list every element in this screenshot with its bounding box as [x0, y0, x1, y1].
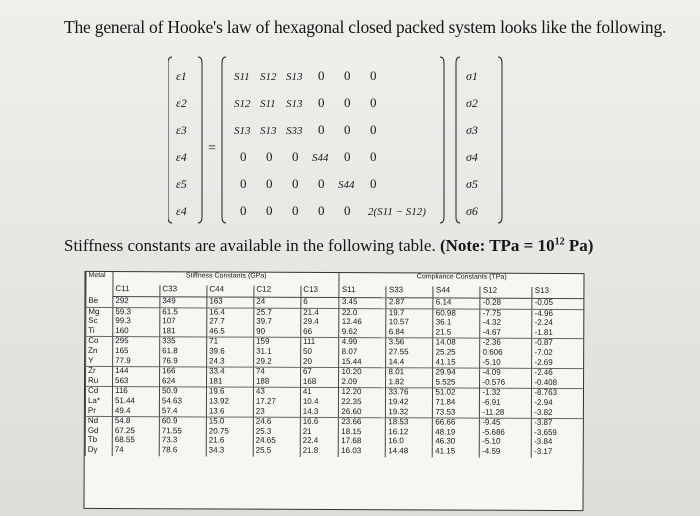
table-row: [85, 446, 583, 458]
value-cell: 29.2: [254, 357, 301, 367]
stress-label: σ5: [466, 177, 478, 191]
matrix-cell: S13: [286, 71, 303, 83]
value-cell: 66: [301, 328, 340, 338]
value-cell: 18.15: [339, 428, 386, 438]
value-cell: 66.66: [433, 418, 480, 428]
value-cell: -5.10: [480, 438, 532, 448]
value-cell: 24.3: [207, 357, 254, 367]
value-cell: 25.5: [253, 447, 300, 457]
value-cell: 15.0: [206, 417, 253, 427]
value-cell: 60.98: [433, 309, 480, 319]
metal-cell: Sc: [86, 317, 113, 327]
value-cell: 21.6: [206, 437, 253, 447]
value-cell: -4.67: [480, 328, 532, 338]
matrix-cell: 0: [292, 203, 299, 218]
value-cell: -1.32: [480, 388, 532, 398]
value-cell: 0.606: [480, 349, 532, 359]
matrix-cell: S13: [286, 98, 303, 110]
metal-cell: Be: [86, 296, 113, 307]
matrix-cell: S44: [338, 179, 355, 191]
value-cell: -2.46: [532, 369, 583, 379]
matrix-cell: 0: [370, 95, 377, 110]
stress-label: σ6: [466, 204, 478, 218]
value-cell: 76.9: [160, 357, 207, 367]
value-cell: 73.53: [433, 408, 480, 418]
metal-header: Metal: [86, 272, 113, 297]
value-cell: -0.576: [480, 378, 532, 388]
stress-vector: [456, 57, 502, 223]
value-cell: -3.17: [532, 448, 583, 458]
value-cell: 59.3: [113, 307, 160, 317]
hookes-law-matrix-equation: [168, 55, 508, 225]
value-cell: -0.28: [480, 298, 532, 309]
value-cell: 61.5: [160, 307, 207, 317]
matrix-cell: S44: [312, 152, 329, 164]
matrix-cell: 0: [292, 176, 299, 191]
column-header: C33: [160, 285, 207, 297]
value-cell: 188: [253, 377, 300, 387]
value-cell: 41.15: [433, 358, 480, 368]
value-cell: -2.94: [532, 399, 583, 409]
value-cell: 168: [300, 378, 339, 388]
value-cell: 13.92: [206, 397, 253, 407]
value-cell: 13.6: [206, 407, 253, 417]
column-header: C44: [207, 285, 254, 297]
value-cell: 15.44: [339, 358, 386, 368]
matrix-cell: 0: [370, 122, 377, 137]
matrix-cell: 0: [318, 176, 325, 191]
value-cell: 39.6: [207, 347, 254, 357]
value-cell: 19.6: [206, 387, 253, 397]
matrix-cell: 0: [370, 149, 377, 164]
value-cell: 2.09: [339, 378, 386, 388]
value-cell: 163: [207, 297, 254, 308]
value-cell: 34.3: [206, 446, 253, 456]
note-bold: (Note: TPa = $10^{12}$ Pa): [439, 236, 594, 255]
value-cell: 29.94: [433, 368, 480, 378]
value-cell: 335: [160, 337, 207, 347]
value-cell: 3.56: [386, 338, 433, 348]
value-cell: -2.69: [532, 358, 583, 368]
elastic-constants-table: [85, 272, 584, 458]
value-cell: 29.4: [301, 318, 340, 328]
value-cell: -3.84: [532, 438, 583, 448]
stress-label: σ4: [466, 150, 478, 164]
value-cell: 20.75: [206, 427, 253, 437]
matrix-cell: S13: [234, 125, 251, 137]
value-cell: -9.45: [480, 418, 532, 428]
value-cell: 27.55: [386, 348, 433, 358]
matrix-cell: 0: [240, 176, 247, 191]
value-cell: 116: [112, 387, 159, 397]
value-cell: 18.53: [386, 418, 433, 428]
value-cell: 50.9: [159, 387, 206, 397]
column-header: C12: [254, 286, 301, 298]
strain-label: ε2: [176, 96, 187, 110]
value-cell: 4.99: [339, 338, 386, 348]
stress-label: σ2: [466, 96, 478, 110]
column-header: S33: [386, 286, 433, 298]
matrix-cell: 0: [318, 203, 325, 218]
value-cell: 10.20: [339, 368, 386, 378]
value-cell: -6.91: [480, 399, 532, 409]
strain-label: ε4: [176, 150, 187, 164]
value-cell: 16.0: [386, 438, 433, 448]
value-cell: 48.19: [433, 428, 480, 438]
matrix-cell: 0: [240, 203, 247, 218]
value-cell: 19.42: [386, 398, 433, 408]
note-text: Stiffness constants are available in the following table.: [64, 236, 436, 255]
value-cell: 67: [300, 368, 339, 378]
value-cell: 17.68: [339, 437, 386, 447]
value-cell: 14.48: [386, 447, 433, 457]
value-cell: 166: [160, 367, 207, 377]
value-cell: 41: [300, 388, 339, 398]
matrix-cell: S33: [286, 125, 303, 137]
column-header: C11: [113, 285, 160, 297]
value-cell: 3.45: [339, 298, 386, 309]
value-cell: -3.82: [532, 408, 583, 418]
stiffness-header: Stiffness Constants (GPa): [113, 272, 340, 286]
value-cell: 21.4: [301, 308, 340, 318]
value-cell: 57.4: [159, 407, 206, 417]
matrix-cell: S11: [260, 98, 276, 110]
value-cell: 16.4: [207, 308, 254, 318]
value-cell: 61.8: [160, 347, 207, 357]
value-cell: -2.24: [532, 319, 583, 329]
value-cell: 8.01: [386, 368, 433, 378]
value-cell: 349: [160, 297, 207, 308]
metal-cell: Y: [86, 356, 113, 366]
value-cell: -4.09: [480, 368, 532, 378]
metal-cell: La*: [85, 397, 112, 407]
value-cell: 16.12: [386, 428, 433, 438]
value-cell: 25.25: [433, 348, 480, 358]
value-cell: 24: [254, 297, 301, 308]
value-cell: 292: [113, 297, 160, 308]
matrix-cell: 0: [266, 149, 273, 164]
value-cell: 22.4: [300, 437, 339, 447]
value-cell: 10.4: [300, 398, 339, 408]
matrix-cell: 2(S11 − S12): [368, 206, 426, 218]
value-cell: -0.05: [532, 298, 583, 309]
value-cell: 99.3: [113, 317, 160, 327]
metal-cell: Gd: [85, 427, 112, 437]
metal-cell: Zn: [86, 347, 113, 357]
value-cell: 74: [112, 446, 159, 456]
value-cell: -7.02: [532, 349, 583, 359]
value-cell: -11.28: [480, 408, 532, 418]
value-cell: 14.3: [300, 407, 339, 417]
value-cell: -3.87: [532, 418, 583, 428]
strain-label: ε3: [176, 123, 187, 137]
strain-label: ε4: [176, 204, 187, 218]
value-cell: 68.55: [112, 436, 159, 446]
value-cell: 33.76: [386, 388, 433, 398]
value-cell: 25.7: [254, 308, 301, 318]
metal-cell: Dy: [85, 446, 112, 456]
matrix-cell: 0: [266, 176, 273, 191]
stiffness-note: [64, 236, 593, 256]
value-cell: 14.4: [386, 358, 433, 368]
value-cell: 27.7: [207, 318, 254, 328]
value-cell: 12.46: [339, 318, 386, 328]
value-cell: 10.57: [386, 318, 433, 328]
value-cell: 22.0: [339, 308, 386, 318]
strain-vector: [168, 57, 202, 223]
value-cell: -4.32: [480, 319, 532, 329]
matrix-cell: S11: [234, 71, 250, 83]
value-cell: -4.96: [532, 309, 583, 319]
value-cell: 49.4: [112, 407, 159, 417]
value-cell: 21.8: [300, 447, 339, 457]
value-cell: -5.686: [480, 428, 532, 438]
value-cell: -4.59: [480, 448, 532, 458]
value-cell: 26.60: [339, 408, 386, 418]
value-cell: 20: [300, 357, 339, 367]
matrix-cell: 0: [344, 68, 351, 83]
value-cell: 22.35: [339, 398, 386, 408]
matrix-cell: 0: [370, 176, 377, 191]
value-cell: 624: [159, 377, 206, 387]
column-header: S44: [433, 286, 480, 298]
value-cell: -8.763: [532, 389, 583, 399]
strain-label: ε5: [176, 177, 187, 191]
matrix-cell: 0: [266, 203, 273, 218]
column-header: C13: [301, 286, 340, 298]
value-cell: 181: [206, 377, 253, 387]
value-cell: 2.87: [386, 298, 433, 309]
value-cell: 21: [300, 428, 339, 438]
value-cell: 46.30: [433, 438, 480, 448]
value-cell: 9.62: [339, 328, 386, 338]
value-cell: -0.408: [532, 379, 583, 389]
constants-table-photo: [83, 271, 584, 511]
value-cell: 60.9: [159, 417, 206, 427]
matrix-cell: 0: [344, 95, 351, 110]
value-cell: 71: [207, 337, 254, 347]
value-cell: 77.9: [113, 357, 160, 367]
value-cell: 159: [254, 338, 301, 348]
matrix-cell: 0: [318, 95, 325, 110]
value-cell: 144: [113, 367, 160, 377]
metal-cell: Zr: [86, 367, 113, 377]
value-cell: 5.525: [433, 378, 480, 388]
equals-sign: =: [208, 141, 216, 156]
compliance-header: Compliance Constants (TPa): [339, 273, 583, 287]
matrix-cell: 0: [370, 68, 377, 83]
value-cell: 165: [113, 347, 160, 357]
matrix-cell: S13: [260, 125, 277, 137]
value-cell: 24.6: [253, 417, 300, 427]
value-cell: 181: [160, 327, 207, 337]
value-cell: -5.10: [480, 358, 532, 368]
column-header: S12: [480, 287, 532, 299]
value-cell: 31.1: [254, 348, 301, 358]
matrix-cell: 0: [344, 203, 351, 218]
value-cell: 16.6: [300, 417, 339, 427]
metal-cell: Co: [86, 337, 113, 347]
value-cell: -7.75: [480, 309, 532, 319]
value-cell: 41.15: [433, 447, 480, 457]
value-cell: 6: [301, 297, 340, 308]
value-cell: 36.1: [433, 319, 480, 329]
value-cell: 39.7: [254, 318, 301, 328]
value-cell: 25.3: [253, 427, 300, 437]
strain-label: ε1: [176, 69, 187, 83]
value-cell: 54.63: [159, 397, 206, 407]
value-cell: -3.659: [532, 429, 583, 439]
stress-label: σ3: [466, 123, 478, 137]
column-header: S13: [532, 287, 583, 299]
value-cell: 78.6: [159, 446, 206, 456]
column-header: S11: [339, 286, 386, 298]
value-cell: 14.08: [433, 338, 480, 348]
metal-cell: Cd: [85, 387, 112, 397]
matrix-cell: 0: [240, 149, 247, 164]
value-cell: 23: [253, 407, 300, 417]
value-cell: 160: [113, 327, 160, 337]
value-cell: 71.84: [433, 398, 480, 408]
value-cell: -0.87: [532, 339, 583, 349]
value-cell: 23.66: [339, 418, 386, 428]
matrix-cell: 0: [344, 149, 351, 164]
value-cell: 73.3: [159, 437, 206, 447]
value-cell: 111: [301, 338, 340, 348]
value-cell: 67.25: [112, 427, 159, 437]
stress-label: σ1: [466, 69, 478, 83]
value-cell: 563: [113, 377, 160, 387]
metal-cell: Mg: [86, 307, 113, 317]
value-cell: 19.7: [386, 308, 433, 318]
compliance-matrix: [222, 57, 444, 223]
value-cell: 8.07: [339, 348, 386, 358]
page-heading: The general of Hooke's law of hexagonal closed packed system looks like the following.: [64, 17, 667, 37]
value-cell: 6.14: [433, 298, 480, 309]
matrix-cell: S12: [234, 98, 251, 110]
metal-cell: Tb: [85, 436, 112, 446]
matrix-cell: S12: [260, 71, 277, 83]
value-cell: 43: [253, 387, 300, 397]
value-cell: 50: [301, 348, 340, 358]
metal-cell: Ru: [86, 377, 113, 387]
value-cell: 51.02: [433, 388, 480, 398]
metal-cell: Pr: [85, 406, 112, 416]
matrix-cell: 0: [318, 68, 325, 83]
value-cell: 17.27: [253, 398, 300, 408]
matrix-cell: 0: [318, 122, 325, 137]
value-cell: 90: [254, 327, 301, 337]
value-cell: 74: [253, 367, 300, 377]
metal-cell: Nd: [85, 417, 112, 427]
value-cell: 51.44: [112, 397, 159, 407]
value-cell: -2.36: [480, 339, 532, 349]
value-cell: 71.55: [159, 427, 206, 437]
value-cell: 1.82: [386, 378, 433, 388]
matrix-cell: 0: [344, 122, 351, 137]
value-cell: 46.5: [207, 327, 254, 337]
matrix-cell: 0: [292, 149, 299, 164]
value-cell: 54.8: [112, 417, 159, 427]
value-cell: 295: [113, 337, 160, 347]
value-cell: 33.4: [206, 367, 253, 377]
value-cell: 24.65: [253, 437, 300, 447]
metal-cell: Ti: [86, 327, 113, 337]
value-cell: 12.20: [339, 388, 386, 398]
value-cell: 6.84: [386, 328, 433, 338]
value-cell: 19.32: [386, 408, 433, 418]
value-cell: -1.81: [532, 329, 583, 339]
value-cell: 21.5: [433, 328, 480, 338]
value-cell: 16.03: [339, 447, 386, 457]
value-cell: 107: [160, 317, 207, 327]
